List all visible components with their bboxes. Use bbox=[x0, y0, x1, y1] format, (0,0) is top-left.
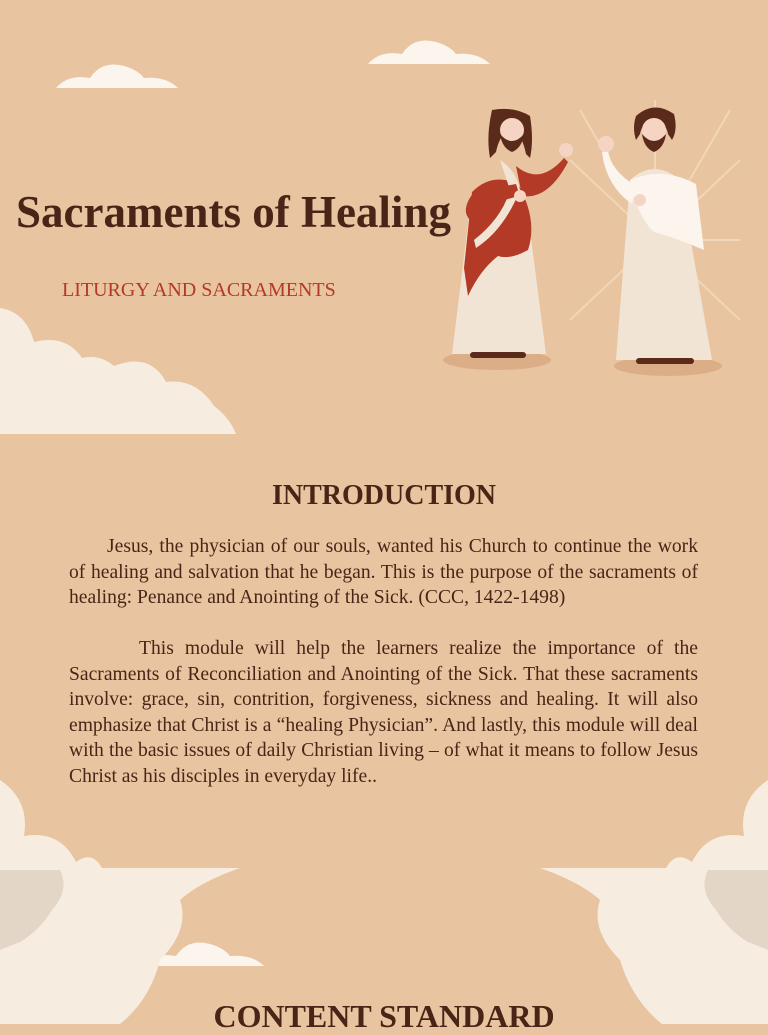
content-standard-heading: CONTENT STANDARD bbox=[213, 998, 555, 1034]
cloud-icon bbox=[0, 770, 240, 1024]
jesus-illustration bbox=[440, 100, 740, 380]
cloud-icon bbox=[56, 60, 178, 90]
introduction-paragraph: This module will help the learners realize the importance of the Sacraments of Reconciliation and Anointing of the Sick. That these sacraments involve: grace, sin, contrition, forgiveness, sickness and healing. It will also emphasize that Christ is a “healing Physician”. And lastly, this module will deal with the basic issues of daily Christian living – of what it means to follow Jesus Christ as his disciples in everyday life.. bbox=[69, 638, 698, 787]
jesus-figure bbox=[452, 109, 573, 358]
introduction-heading: INTRODUCTION bbox=[271, 480, 497, 511]
page-subtitle: LITURGY AND SACRAMENTS bbox=[62, 279, 336, 301]
cloud-icon bbox=[368, 36, 490, 66]
disciple-figure bbox=[598, 107, 712, 364]
cloud-icon bbox=[0, 308, 236, 436]
cloud-icon bbox=[540, 770, 768, 1024]
introduction-paragraph: Jesus, the physician of our souls, wanted his Church to continue the work of healing and salvation that he began. This is the purpose of the sacraments of healing: Penance and Anointing of the Sick. (CCC, 1422-1498) bbox=[69, 536, 698, 609]
page-title: Sacraments of Healing bbox=[16, 187, 451, 237]
